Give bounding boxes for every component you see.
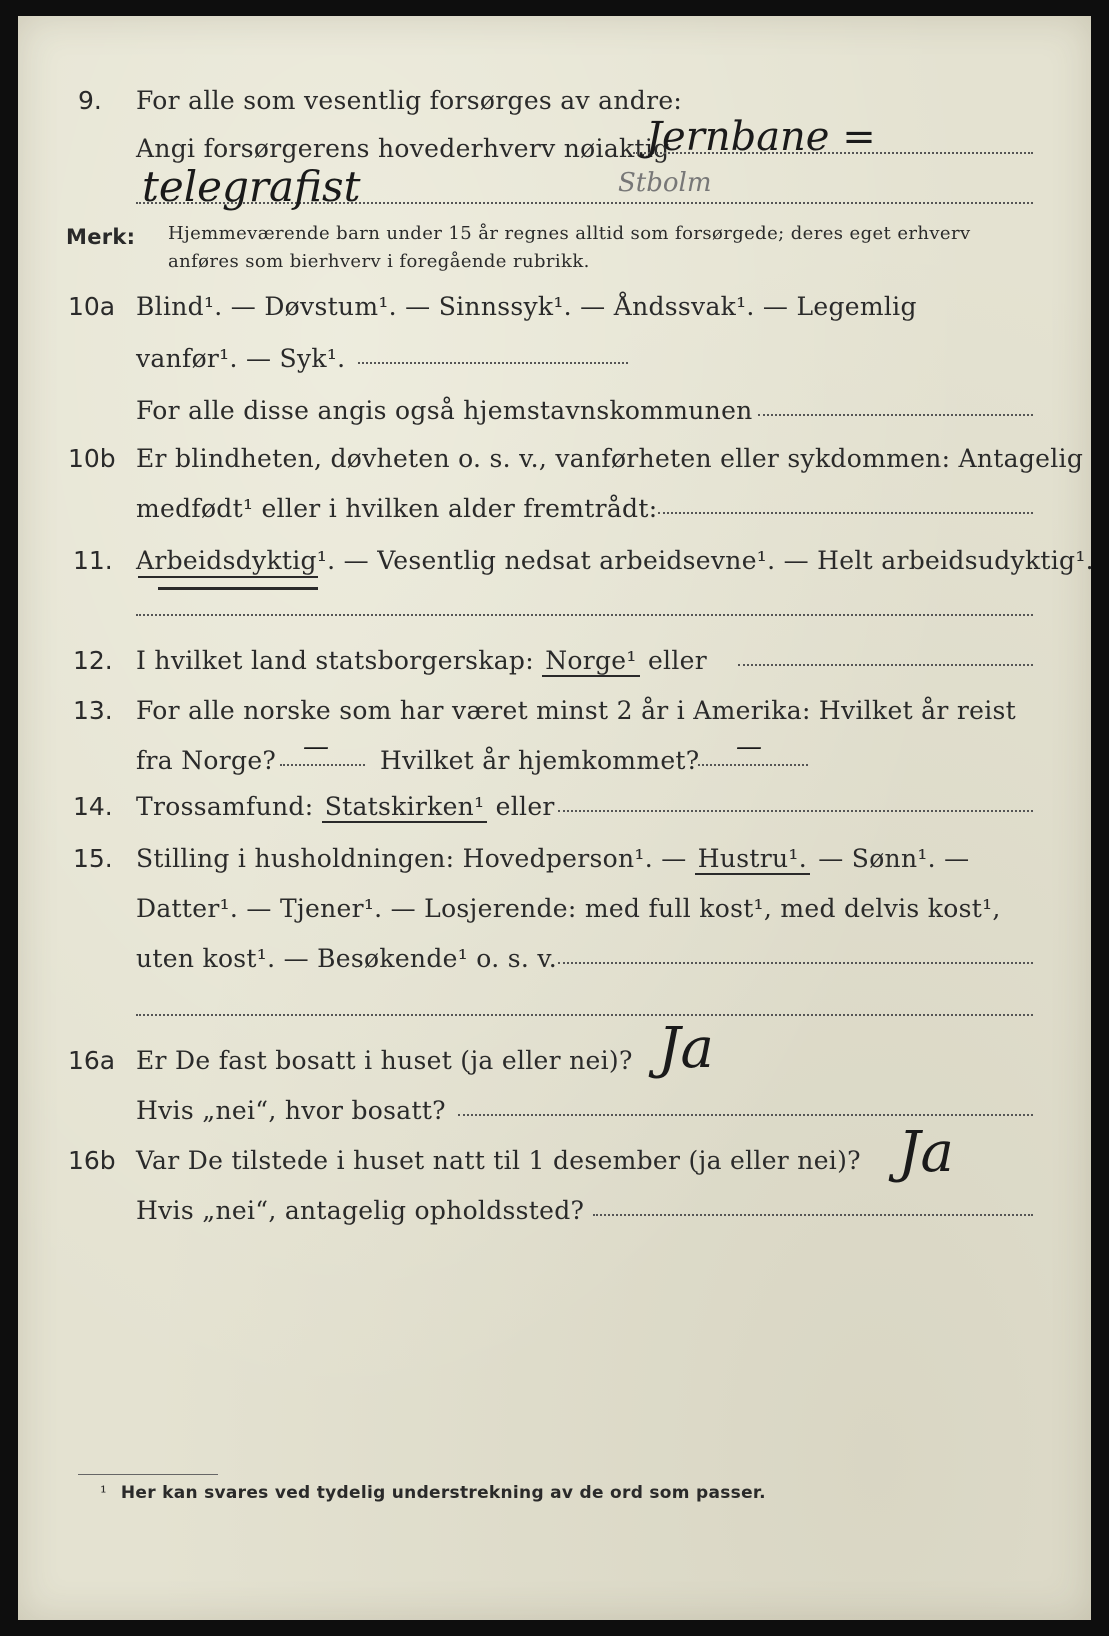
q15-separator [136, 1014, 1033, 1016]
q16b-line1: Var De tilstede i huset natt til 1 desember (ja eller nei)? [136, 1146, 861, 1175]
q10a-line1: Blind¹. — Døvstum¹. — Sinnssyk¹. — Åndssvak¹. — Legemlig [136, 292, 917, 321]
q13-hjemkommet-line [698, 764, 808, 766]
q12-number: 12. [73, 646, 113, 675]
q13-line1: For alle norske som har været minst 2 år i Amerika: Hvilket år reist [136, 696, 1017, 725]
q9-handwritten-answer1: Jernbane = [646, 114, 876, 160]
q10a-hjemstavn-line [758, 414, 1033, 416]
footnote [100, 1482, 766, 1504]
q13-line2b: Hvilket år hjemkommet? [380, 746, 700, 775]
q9-pencil-note: Stbolm [618, 168, 712, 198]
q10b-number: 10b [68, 444, 116, 473]
q11-separator [136, 614, 1033, 616]
q10b-answer-line [658, 512, 1033, 514]
q9-line2: Angi forsørgerens hovederhverv nøiaktig [136, 134, 670, 163]
q14-answer-line [558, 810, 1033, 812]
footnote-marker: ¹ [100, 1483, 108, 1503]
q10b-line1: Er blindheten, døvheten o. s. v., vanførheten eller sykdommen: Antagelig [136, 444, 1084, 473]
q15-line3: uten kost¹. — Besøkende¹ o. s. v. [136, 944, 558, 973]
q12-suffix: eller [647, 646, 707, 675]
q10a-line3: For alle disse angis også hjemstavnskommunen [136, 396, 753, 425]
q15-answer-line [558, 962, 1033, 964]
q15-hustru-underlined: Hustru¹. [695, 844, 810, 875]
census-form-page [18, 16, 1094, 1620]
merk-line1: Hjemmeværende barn under 15 år regnes alltid som forsørgede; deres eget erhverv [168, 223, 971, 244]
q12-prefix: I hvilket land statsborgerskap: [136, 646, 534, 675]
q10a-answer-line [358, 362, 628, 364]
q11-underline-arbeidsdyktig [138, 576, 318, 578]
q16a-line1: Er De fast bosatt i huset (ja eller nei)? [136, 1046, 633, 1075]
q14-prefix: Trossamfund: [136, 792, 314, 821]
q10b-line2: medfødt¹ eller i hvilken alder fremtrådt: [136, 494, 658, 523]
q10a-number: 10a [68, 292, 116, 321]
q14-text [136, 792, 555, 822]
footnote-rule [78, 1474, 218, 1475]
q16b-handwritten-answer: Ja [898, 1120, 954, 1185]
q16a-handwritten-answer: Ja [658, 1016, 714, 1081]
q16a-number: 16a [68, 1046, 116, 1075]
q13-number: 13. [73, 696, 113, 725]
q14-statskirken-underlined: Statskirken¹ [322, 792, 488, 823]
q13-handwritten-a: — [303, 732, 329, 762]
merk-label: Merk: [66, 225, 136, 249]
q15-number: 15. [73, 844, 113, 873]
q16b-opholdssted-line [593, 1214, 1033, 1216]
q14-number: 14. [73, 792, 113, 821]
q16a-line2: Hvis „nei“, hvor bosatt? [136, 1096, 446, 1125]
q11-handwritten-mark [158, 587, 318, 590]
q14-suffix: eller [495, 792, 555, 821]
q15-prefix: Stilling i husholdningen: Hovedperson¹. — [136, 844, 687, 873]
q16a-bosatt-line [458, 1114, 1033, 1116]
q12-text [136, 646, 707, 676]
q12-norge-underlined: Norge¹ [542, 646, 640, 677]
q13-handwritten-b: — [736, 732, 762, 762]
q9-number: 9. [78, 86, 102, 115]
q11-number: 11. [73, 546, 113, 575]
q16b-number: 16b [68, 1146, 116, 1175]
q15-suffix: — Sønn¹. — [818, 844, 970, 873]
q16b-line2: Hvis „nei“, antagelig opholdssted? [136, 1196, 585, 1225]
q9-handwritten-answer2: telegrafist [142, 162, 361, 211]
q15-line2: Datter¹. — Tjener¹. — Losjerende: med full kost¹, med delvis kost¹, [136, 894, 1001, 923]
q10a-line2: vanfør¹. — Syk¹. [136, 344, 346, 373]
footnote-text: Her kan svares ved tydelig understrekning av de ord som passer. [120, 1483, 766, 1503]
q13-line2a: fra Norge? [136, 746, 277, 775]
merk-line2: anføres som bierhverv i foregående rubrikk. [168, 251, 590, 272]
q11-line1: Arbeidsdyktig¹. — Vesentlig nedsat arbeidsevne¹. — Helt arbeidsudyktig¹. [136, 546, 1094, 575]
q9-line1: For alle som vesentlig forsørges av andre: [136, 86, 683, 115]
q15-line1 [136, 844, 969, 874]
q12-answer-line [738, 664, 1033, 666]
q13-reist-line [280, 764, 365, 766]
